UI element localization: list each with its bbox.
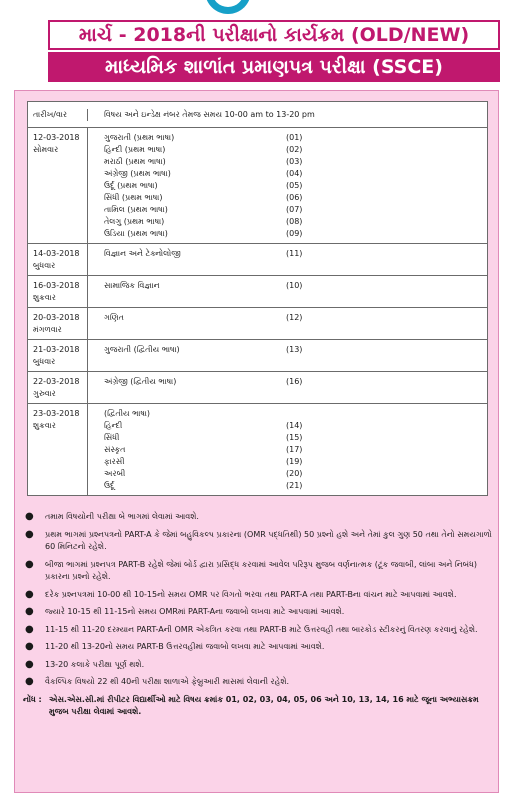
- exam-day: શુક્રવાર: [33, 421, 56, 430]
- subject-name: ઉડિયા (પ્રથમ ભાષા): [104, 229, 168, 238]
- subject-index-number: (16): [286, 377, 303, 386]
- subject-index-number: (08): [286, 217, 303, 226]
- bullet-icon: ●: [25, 676, 34, 687]
- date-cell: [28, 404, 88, 495]
- subject-name: સામાજિક વિજ્ઞાન: [104, 281, 160, 290]
- subject-name: ફારસી: [104, 457, 125, 466]
- footnote: [23, 694, 493, 719]
- exam-date: 22-03-2018: [33, 377, 80, 386]
- subject-line: [104, 192, 487, 204]
- subject-name: ગુજરાતી (દ્વિતીય ભાષા): [104, 345, 180, 354]
- subject-cell: [88, 128, 487, 243]
- instruction-item: [23, 641, 493, 654]
- bullet-icon: ●: [25, 658, 34, 670]
- subject-line: [104, 280, 487, 292]
- subject-line: [104, 228, 487, 240]
- subject-line: [104, 420, 487, 432]
- subject-index-number: (13): [286, 345, 303, 354]
- subject-name: સંસ્કૃત: [104, 445, 126, 454]
- subject-name: હિન્દી: [104, 421, 123, 430]
- subject-index-number: (21): [286, 481, 303, 490]
- table-row: [28, 404, 487, 495]
- subject-name: મરાઠી (પ્રથમ ભાષા): [104, 157, 166, 166]
- subject-name: અંગ્રેજી (દ્વિતીય ભાષા): [104, 377, 177, 386]
- instruction-text: 11-15 થી 11-20 દરમ્યાન PART-Aની OMR એકત્રિત કરવા તથા PART-B માટે ઉત્તરવહી તથા બારકોડ સ્ટીકરનું વિતરણ કરવાનું રહેશે.: [45, 624, 478, 634]
- exam-date: 21-03-2018: [33, 345, 80, 354]
- subject-name: વિજ્ઞાન અને ટેક્નોલોજી: [104, 249, 181, 258]
- table-row: [28, 128, 487, 244]
- subject-index-number: [286, 408, 326, 420]
- subject-name: અંગ્રેજી (પ્રથમ ભાષા): [104, 169, 171, 178]
- date-cell: [28, 372, 88, 403]
- exam-day: બુધવાર: [33, 261, 56, 270]
- instruction-item: [23, 559, 493, 584]
- footnote-label: નોંધ :: [23, 694, 42, 704]
- subject-index-number: (14): [286, 421, 303, 430]
- subject-index-number: (01): [286, 133, 303, 142]
- instruction-item: [23, 624, 493, 637]
- exam-date: 20-03-2018: [33, 313, 80, 322]
- subject-name: ઉર્દૂ (પ્રથમ ભાષા): [104, 181, 158, 190]
- instruction-item: [23, 606, 493, 619]
- date-cell: [28, 308, 88, 339]
- subject-line: [104, 344, 487, 356]
- subject-name: તેલગુ (પ્રથમ ભાષા): [104, 217, 165, 226]
- exam-day: ગુરુવાર: [33, 389, 56, 398]
- instruction-text: 11-20 થી 13-20નો સમય PART-B ઉત્તરવહીમાં જવાબો લખવા માટે આપવામાં આવશે.: [45, 642, 325, 651]
- bullet-icon: ●: [25, 641, 34, 652]
- subject-index-number: (17): [286, 445, 303, 454]
- subject-index-number: (06): [286, 193, 303, 202]
- instruction-item: [23, 529, 493, 554]
- instruction-item: [23, 676, 493, 689]
- subject-index-number: (19): [286, 457, 303, 466]
- exam-date: 12-03-2018: [33, 133, 80, 142]
- subject-line: [104, 408, 487, 420]
- subject-name: અરબી: [104, 469, 126, 478]
- subject-index-number: (10): [286, 281, 303, 290]
- subject-name: તામિલ (પ્રથમ ભાષા): [104, 205, 168, 214]
- decorative-arc: [205, 0, 251, 14]
- subject-name: ગુજરાતી (પ્રથમ ભાષા): [104, 133, 175, 142]
- exam-day: મંગળવાર: [33, 325, 62, 334]
- subject-name: (દ્વિતીય ભાષા): [104, 409, 151, 418]
- date-cell: [28, 244, 88, 275]
- table-row: [28, 372, 487, 404]
- table-row: [28, 244, 487, 276]
- exam-day: સોમવાર: [33, 145, 59, 154]
- subject-index-number: (05): [286, 181, 303, 190]
- subject-name: સિંધી: [104, 433, 120, 442]
- instruction-text: દરેક પ્રશ્નપત્રમાં 10-00 થી 10-15નો સમય OMR પર વિગતો ભરવા તથા PART-A તથા PART-Bના વાંચન માટે આપવામાં આવશે.: [45, 589, 457, 599]
- exam-day: શુક્રવાર: [33, 293, 56, 302]
- subject-cell: [88, 340, 487, 371]
- bullet-icon: ●: [25, 588, 34, 600]
- bullet-icon: ●: [25, 623, 34, 635]
- instruction-text: તમામ વિષયોની પરીક્ષા બે ભાગમાં લેવામાં આવશે.: [45, 512, 199, 521]
- date-cell: [28, 276, 88, 307]
- table-row: [28, 340, 487, 372]
- subject-line: [104, 468, 487, 480]
- subject-line: [104, 204, 487, 216]
- subject-index-number: (02): [286, 145, 303, 154]
- exam-timetable: [27, 101, 488, 496]
- date-cell: [28, 128, 88, 243]
- exam-date: 16-03-2018: [33, 281, 80, 290]
- schedule-panel: [14, 90, 499, 793]
- subject-cell: [88, 244, 487, 275]
- subject-name: હિન્દી (પ્રથમ ભાષા): [104, 145, 166, 154]
- subject-line: [104, 456, 487, 468]
- table-row: [28, 276, 487, 308]
- instruction-text: પ્રથમ ભાગમાં પ્રશ્નપત્રનો PART-A કે જેમાં બહુવિકલ્પ પ્રકારના (OMR પદ્ધતિથી) 50 પ્રશ્નો હશે અને તેમાં કુલ ગુણ 50 તથા તેનો સમયગાળો 60 મિનિટનો રહેશે.: [45, 529, 492, 551]
- exam-date: 23-03-2018: [33, 409, 80, 418]
- instruction-text: જ્યારે 10-15 થી 11-15નો સમય OMRમાં PART-Aના જવાબો લખવા માટે આપવામાં આવશે.: [45, 607, 345, 616]
- subject-index-number: (04): [286, 169, 303, 178]
- instruction-item: [23, 589, 493, 602]
- subject-cell: [88, 276, 487, 307]
- subject-line: [104, 444, 487, 456]
- subject-index-number: (09): [286, 229, 303, 238]
- subject-index-number: (15): [286, 433, 303, 442]
- schedule-title: માર્ચ - 2018ની પરીક્ષાનો કાર્યક્રમ (OLD/NEW): [48, 20, 500, 50]
- subject-line: [104, 144, 487, 156]
- bullet-icon: ●: [25, 558, 34, 570]
- subject-line: [104, 432, 487, 444]
- subject-name: સિંધી (પ્રથમ ભાષા): [104, 193, 163, 202]
- subject-line: [104, 216, 487, 228]
- bullet-icon: ●: [25, 606, 34, 617]
- header-subject: વિષય અને ઇન્ડેક્ષ નંબર તેમજ સમય 10-00 am to 13-20 pm: [104, 109, 315, 119]
- subject-cell: [88, 404, 487, 495]
- subject-index-number: (12): [286, 313, 303, 322]
- subject-line: [104, 480, 487, 492]
- instruction-item: [23, 511, 493, 524]
- bullet-icon: ●: [25, 511, 34, 522]
- subject-line: [104, 180, 487, 192]
- subject-name: ગણિત: [104, 313, 124, 322]
- date-cell: [28, 340, 88, 371]
- instruction-text: વૈકલ્પિક વિષયો 22 થી 40ની પરીક્ષા શાળાએ ફેબ્રુઆરી માસમાં લેવાની રહેશે.: [45, 677, 290, 686]
- table-row: [28, 308, 487, 340]
- exam-date: 14-03-2018: [33, 249, 80, 258]
- instruction-text: બીજા ભાગમાં પ્રશ્નપત્ર PART-B રહેશે જેમાં બોર્ડ દ્વારા પ્રસિદ્ધ કરવામાં આવેલ પરિરૂપ મુજબ વર્ણનાત્મક (ટૂંક જવાબી, લાંબા અને નિબંધ) પ્રકારના પ્રશ્નો રહેશે.: [45, 559, 478, 581]
- subject-line: [104, 312, 487, 324]
- subject-index-number: (03): [286, 157, 303, 166]
- subject-cell: [88, 372, 487, 403]
- subject-name: ઉર્દૂ: [104, 481, 115, 490]
- subject-index-number: (20): [286, 469, 303, 478]
- subject-index-number: (07): [286, 205, 303, 214]
- instructions: [23, 511, 493, 719]
- subject-index-number: (11): [286, 249, 303, 258]
- instruction-item: [23, 659, 493, 672]
- instruction-text: 13-20 કલાકે પરીક્ષા પૂર્ણ થશે.: [45, 659, 145, 669]
- footnote-text: એસ.એસ.સી.માં રીપીટર વિદ્યાર્થીઓ માટે વિષય ક્રમાંક 01, 02, 03, 04, 05, 06 અને 10, 13, 14, 16 માટે જૂના અભ્યાસક્રમ મુજબ પરીક્ષા લેવામાં આવશે.: [49, 694, 479, 716]
- header-date: તારીખ/વાર: [28, 109, 88, 121]
- subject-line: [104, 168, 487, 180]
- subject-cell: [88, 308, 487, 339]
- bullet-icon: ●: [25, 528, 34, 540]
- exam-day: બુધવાર: [33, 357, 56, 366]
- subject-line: [104, 156, 487, 168]
- exam-title: માધ્યમિક શાળાંત પ્રમાણપત્ર પરીક્ષા (SSCE): [48, 52, 500, 82]
- subject-line: [104, 248, 487, 260]
- table-header: [28, 102, 487, 128]
- subject-line: [104, 376, 487, 388]
- subject-line: [104, 132, 487, 144]
